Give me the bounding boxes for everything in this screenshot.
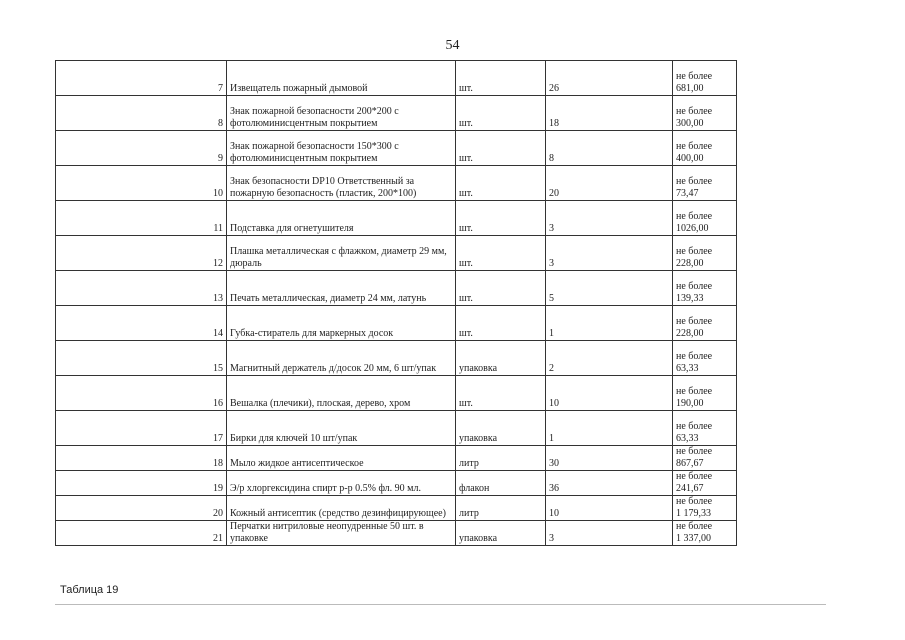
item-unit: шт. [456, 166, 546, 201]
item-name: Кожный антисептик (средство дезинфицирующее) [227, 496, 456, 521]
row-number: 12 [56, 236, 227, 271]
price-value: 1026,00 [676, 223, 709, 234]
price-value: 1 337,00 [676, 533, 711, 544]
item-quantity: 30 [546, 446, 673, 471]
item-unit: литр [456, 496, 546, 521]
price-qualifier: не более [676, 421, 713, 432]
price-qualifier: не более [676, 446, 713, 457]
item-quantity: 1 [546, 411, 673, 446]
item-name: Э/р хлоргексидина спирт р-р 0.5% фл. 90 мл. [227, 471, 456, 496]
item-quantity: 3 [546, 201, 673, 236]
row-number: 21 [56, 521, 227, 546]
item-unit: шт. [456, 271, 546, 306]
page-number: 54 [445, 38, 460, 53]
item-quantity: 18 [546, 96, 673, 131]
item-unit: упаковка [456, 411, 546, 446]
table-row [56, 446, 737, 471]
items-table [55, 60, 737, 546]
price-value: 867,67 [676, 458, 704, 469]
price-value: 681,00 [676, 83, 704, 94]
item-price [673, 201, 737, 236]
row-number: 7 [56, 61, 227, 96]
item-unit: шт. [456, 306, 546, 341]
item-price [673, 271, 737, 306]
item-price [673, 341, 737, 376]
item-quantity: 3 [546, 236, 673, 271]
price-qualifier: не более [676, 106, 713, 117]
price-qualifier: не более [676, 496, 713, 507]
table-row [56, 131, 737, 166]
item-unit: шт. [456, 201, 546, 236]
row-number: 19 [56, 471, 227, 496]
item-name: Мыло жидкое антисептическое [227, 446, 456, 471]
item-quantity: 8 [546, 131, 673, 166]
price-value: 228,00 [676, 258, 704, 269]
table-row [56, 411, 737, 446]
row-number: 8 [56, 96, 227, 131]
item-name: Знак пожарной безопасности 150*300 с фотолюминисцентным покрытием [227, 131, 456, 166]
table-row [56, 471, 737, 496]
price-value: 63,33 [676, 363, 699, 374]
table-row [56, 521, 737, 546]
price-value: 300,00 [676, 118, 704, 129]
table-row [56, 496, 737, 521]
item-name: Знак безопасности DP10 Ответственный за пожарную безопасность (пластик, 200*100) [227, 166, 456, 201]
item-name: Магнитный держатель д/досок 20 мм, 6 шт/упак [227, 341, 456, 376]
item-price [673, 131, 737, 166]
price-qualifier: не более [676, 521, 713, 532]
price-qualifier: не более [676, 211, 713, 222]
item-name: Знак пожарной безопасности 200*200 с фотолюминисцентным покрытием [227, 96, 456, 131]
price-qualifier: не более [676, 351, 713, 362]
price-value: 400,00 [676, 153, 704, 164]
footer-divider [55, 604, 826, 605]
item-quantity: 10 [546, 376, 673, 411]
price-value: 73,47 [676, 188, 699, 199]
table-row [56, 341, 737, 376]
row-number: 20 [56, 496, 227, 521]
item-price [673, 61, 737, 96]
table-row [56, 306, 737, 341]
price-value: 1 179,33 [676, 508, 711, 519]
item-name: Извещатель пожарный дымовой [227, 61, 456, 96]
row-number: 17 [56, 411, 227, 446]
item-unit: шт. [456, 236, 546, 271]
item-quantity: 36 [546, 471, 673, 496]
price-value: 63,33 [676, 433, 699, 444]
item-unit: упаковка [456, 341, 546, 376]
row-number: 18 [56, 446, 227, 471]
item-price [673, 496, 737, 521]
table-row [56, 271, 737, 306]
item-name: Губка-стиратель для маркерных досок [227, 306, 456, 341]
price-qualifier: не более [676, 176, 713, 187]
row-number: 14 [56, 306, 227, 341]
table-row [56, 96, 737, 131]
item-quantity: 10 [546, 496, 673, 521]
item-unit: литр [456, 446, 546, 471]
row-number: 11 [56, 201, 227, 236]
price-value: 228,00 [676, 328, 704, 339]
item-price [673, 411, 737, 446]
price-qualifier: не более [676, 471, 713, 482]
price-value: 190,00 [676, 398, 704, 409]
price-qualifier: не более [676, 246, 713, 257]
table-row [56, 166, 737, 201]
item-quantity: 1 [546, 306, 673, 341]
item-unit: шт. [456, 96, 546, 131]
item-price [673, 376, 737, 411]
table-row [56, 201, 737, 236]
item-price [673, 236, 737, 271]
item-price [673, 471, 737, 496]
item-unit: шт. [456, 61, 546, 96]
item-price [673, 166, 737, 201]
price-value: 241,67 [676, 483, 704, 494]
price-qualifier: не более [676, 386, 713, 397]
item-unit: флакон [456, 471, 546, 496]
item-name: Перчатки нитриловые неопудренные 50 шт. в упаковке [227, 521, 456, 546]
item-quantity: 2 [546, 341, 673, 376]
price-qualifier: не более [676, 316, 713, 327]
item-unit: шт. [456, 376, 546, 411]
item-name: Плашка металлическая с флажком, диаметр 29 мм, дюраль [227, 236, 456, 271]
price-qualifier: не более [676, 281, 713, 292]
item-quantity: 5 [546, 271, 673, 306]
table-row [56, 376, 737, 411]
price-qualifier: не более [676, 141, 713, 152]
item-quantity: 3 [546, 521, 673, 546]
item-unit: шт. [456, 131, 546, 166]
item-name: Бирки для ключей 10 шт/упак [227, 411, 456, 446]
item-price [673, 446, 737, 471]
row-number: 16 [56, 376, 227, 411]
table-caption: Таблица 19 [60, 584, 119, 596]
item-unit: упаковка [456, 521, 546, 546]
item-price [673, 521, 737, 546]
table-row [56, 61, 737, 96]
item-quantity: 26 [546, 61, 673, 96]
item-name: Подставка для огнетушителя [227, 201, 456, 236]
row-number: 15 [56, 341, 227, 376]
item-quantity: 20 [546, 166, 673, 201]
item-price [673, 306, 737, 341]
item-price [673, 96, 737, 131]
row-number: 9 [56, 131, 227, 166]
table-row [56, 236, 737, 271]
price-qualifier: не более [676, 71, 713, 82]
price-value: 139,33 [676, 293, 704, 304]
item-name: Печать металлическая, диаметр 24 мм, латунь [227, 271, 456, 306]
row-number: 10 [56, 166, 227, 201]
item-name: Вешалка (плечики), плоская, дерево, хром [227, 376, 456, 411]
row-number: 13 [56, 271, 227, 306]
